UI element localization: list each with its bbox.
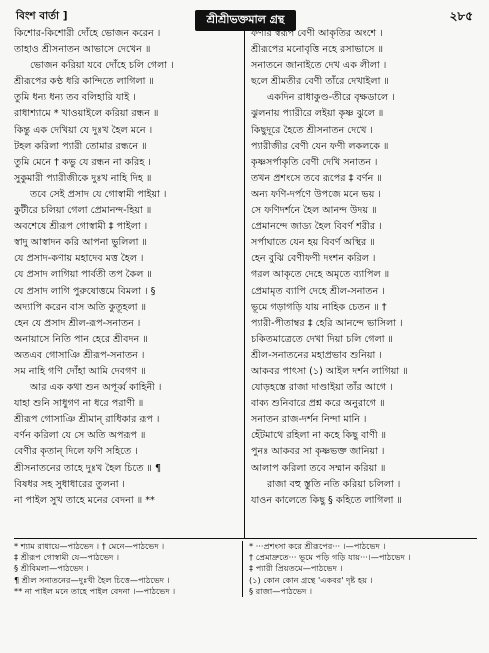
verse-line: কিছুদূরে হৈতে শ্রীসনাতন দেখে । <box>250 124 373 136</box>
verse-line: না পাইল সুখ তাহে মনের বেদনা ॥ ** <box>14 494 155 506</box>
verse-line: প্যারী-পীতাম্বর ‡ হেরি আনন্দে ভাসিলা । <box>250 317 403 329</box>
verse-line: পুনঃ আকবর সা কৃষ্ণভক্ত জানিয়া । <box>250 446 385 458</box>
verse-line: কৃষ্ণসর্পাকৃতি বেণী দেখি সনাতন । <box>250 156 378 168</box>
book-title: শ্রীশ্রীভক্তমাল গ্রন্থ <box>195 10 297 31</box>
verse-line: যে প্রসাদ লাগিয়া পার্বতী তপ কৈল ॥ <box>14 269 152 281</box>
verse-line: আকবর পাৎসা (১) আইল দর্শন লাগিয়া ॥ <box>250 365 408 377</box>
verse-line: চকিতমাত্রেতে দেখা দিয়া চলি গেলা ॥ <box>250 333 393 345</box>
verse-line: টহল করিলা প্যারী তোমার রন্ধনে ॥ <box>14 140 147 152</box>
verse-line: অন্য ফণি-দর্পণে উপজে মনে ভয় । <box>250 188 381 200</box>
verse-line: সনাতন রাজ-দর্শন নিন্দা মানি । <box>250 414 367 426</box>
verse-line: সুকুমারী প্যারীজীকে দুঃখ নাহি দিহ ॥ <box>14 172 152 184</box>
verse-line: তখন প্রশংসে তবে রূপের ‡ বর্ণন ॥ <box>250 172 382 184</box>
verse-line: অনায়াসে নিতি পান হেরে শ্রীবদন ॥ <box>14 333 148 345</box>
footnote: * ···প্রশংসা করে শ্রীরূপের··· ।—পাঠভেদ । <box>249 541 386 551</box>
verse-line: বেণীর কৃতান্ দিলে ফণি সহিতে । <box>14 446 138 458</box>
verse-line: হেন বুঝি বেণীফণী দংশন করিল । <box>250 253 376 265</box>
footnote: ** না পাইল মনে তাহে পাইল বেদনা ।—পাঠভেদ । <box>14 585 176 596</box>
verse-line: ভূমে গড়াগড়ি যায় নাহিক চেতন ॥ † <box>250 301 387 313</box>
verse-line: তুমি ধন্য ধন্য তব বলিহারি যাই । <box>14 92 136 104</box>
verse-line: আলাপ করিলা তবে সম্মান করিয়া ॥ <box>250 462 386 474</box>
verse-line: রাজা বহু স্তুতি নতি করিয়া চলিলা । <box>266 478 401 490</box>
verse-line: আর এক কথা শুন অপূর্ব্ব কাহিনী । <box>30 382 162 394</box>
verse-line: বিষধর সহ সুধাধারের তুলনা । <box>14 478 125 490</box>
verse-line: হেঁটমাথে রহিলা না কহে কিছু বাণী ॥ <box>250 430 387 442</box>
page-number: ২৮৫ <box>449 9 473 23</box>
verse-line: গরল আকৃতে দেহে অমৃতে ব্যাপিল ॥ <box>250 269 390 281</box>
verse-line: তাহাও শ্রীসনাতন আভাসে দেখেন ॥ <box>14 44 151 56</box>
verse-line: তুমি মেনে † কভু যে রন্ধন না করিহ । <box>14 156 151 168</box>
verse-columns <box>14 26 477 538</box>
verse-line: শ্রীরূপ গোসাঞি শ্রীমান্ রাধিকার রূপ । <box>14 414 160 426</box>
verse-line: রাধাশ্যামে * খাওয়াইলে করিয়া রন্ধন ॥ <box>14 108 159 120</box>
footnote: * শ্যাম রাধায়ে—পাঠভেদ । † মেনে—পাঠভেদ । <box>14 541 165 551</box>
verse-line: যে প্রসাদ লাগি পুরুষোত্তমে বিমলা । § <box>14 285 156 297</box>
verse-line: বর্ণন করিলা যে সে অতি অপরূপ ॥ <box>14 430 146 442</box>
verse-line: সর্পাঘাতে যেন হয় বিবর্ণ অস্থির ॥ <box>250 237 375 249</box>
verse-line: ছলে শ্রীমতীর বেণী তাঁরে দেখাইলা ॥ <box>250 76 389 88</box>
verse-line: শ্রীসনাতনের তাহে দুঃখ হৈল চিতে ॥ ¶ <box>14 462 162 474</box>
verse-line: কুটীরে চলিয়া গেলা প্রেমানন্দ-হিয়া ॥ <box>14 205 152 217</box>
verse-line: প্যারীজীর বেণী যেন ফণী লকলকে ॥ <box>250 140 389 152</box>
verse-line: অদ্যাপি করেন বাস অতি কুতূহলা ॥ <box>14 301 147 313</box>
verse-line: যাহা শুনি সাধুগণ না ধরে পরাণী ॥ <box>14 398 144 410</box>
verse-line: সম নাহি গণি দোঁহা আমি দেবগণ ॥ <box>14 365 146 377</box>
verse-line: যোড়হস্তে রাজা দাণ্ডাইয়া তাঁর আগে । <box>250 382 393 394</box>
left-verse-column <box>14 26 244 538</box>
verse-line: স্বাদু আস্বাদন করি আপনা ভুলিলা ॥ <box>14 237 147 249</box>
footnote: ¶ শ্রীল সনাতনের—দুঃখী হৈল চিত্তে—পাঠভেদ । <box>14 574 170 585</box>
verse-line: প্রেমামৃত ব্যাপি দেহে শ্রীল-সনাতন । <box>250 285 385 297</box>
footnote: ‡ শ্রীরূপ গোস্বামী যে—পাঠভেদ । <box>14 552 120 563</box>
verse-line: অতএব গোসাঞি শ্রীরূপ-সনাতন । <box>14 349 145 361</box>
verse-line: ভোজন করিয়া যবে দোঁহে চলি গেলা । <box>30 60 174 72</box>
verse-line: শ্রীরূপের মনোবৃত্তি নহে রসাভাসে ॥ <box>250 44 383 56</box>
verse-line: সনাতনে জানাইতে দেখ এক লীলা । <box>250 60 387 72</box>
footnote: (১) কোন কোন গ্রন্থে 'একবর' দৃষ্ট হয় । <box>249 574 373 585</box>
verse-line: কিশোর-কিশোরী দোঁহে ভোজন করেন । <box>14 28 161 39</box>
footnote-divider <box>14 538 477 539</box>
verse-line: শ্রীল-সনাতনের মহাপ্রভাব শুনিয়া । <box>250 349 382 361</box>
verse-line: বাক্য শুনিবারে প্রশ্ন করে অনুরাগে ॥ <box>250 398 385 410</box>
verse-line: একদিন রাধাকুণ্ড-তীরে বৃক্ষডালে । <box>266 92 395 104</box>
verse-line: শ্রীরূপের কণ্ঠ ধরি কান্দিতে লাগিলা ॥ <box>14 76 154 88</box>
verse-line: অবশেষে শ্রীরূপ গোস্বামী ‡ পাইলা । <box>14 221 148 233</box>
footnotes <box>14 541 477 597</box>
verse-line: প্রেমানন্দে জাড্য হৈল বিবর্ণ শরীর । <box>250 221 382 233</box>
right-verse-column <box>245 26 477 538</box>
verse-line: সে ফণিদর্শনে হৈল আনন্দ উদয় ॥ <box>250 205 377 217</box>
footnote: ‡ প্যারী প্রিয়তমে—পাঠভেদ । <box>249 563 343 574</box>
footnote: † প্রেমাদ্রুতে··· ভূমে পড়ি গড়ি যায়···।—পাঠভেদ । <box>249 552 411 563</box>
left-footnotes <box>14 541 242 597</box>
verse-line: কিন্তু এক দেখিয়া যে দুঃখ হৈল মনে । <box>14 124 153 136</box>
footnote: § রাজা—পাঠভেদ । <box>249 585 312 596</box>
verse-line: ঝুলনায় প্যারীরে লইয়া কৃষ্ণ ঝুলে ॥ <box>250 108 384 120</box>
verse-line: হেন যে প্রসাদ শ্রীল-রূপ-সনাতন । <box>14 317 141 329</box>
verse-line: ফণীর স্বরূপ বেণী আকৃতির অংশে । <box>250 28 383 39</box>
right-footnotes <box>242 541 477 597</box>
footnote: § শ্রীবিমলা—পাঠভেদ । <box>14 563 89 574</box>
verse-line: যাওন কালেতে কিছু § কহিতে লাগিলা ॥ <box>250 494 402 506</box>
verse-line: তবে সেই প্রসাদ যে গোস্বামী পাইয়া । <box>30 188 167 200</box>
page-header <box>14 8 477 24</box>
chapter-label: বিংশ বার্তা ] <box>16 10 68 22</box>
verse-line: যে প্রসাদ-কণায় মহাদেব মত্ত হৈল । <box>14 253 144 265</box>
